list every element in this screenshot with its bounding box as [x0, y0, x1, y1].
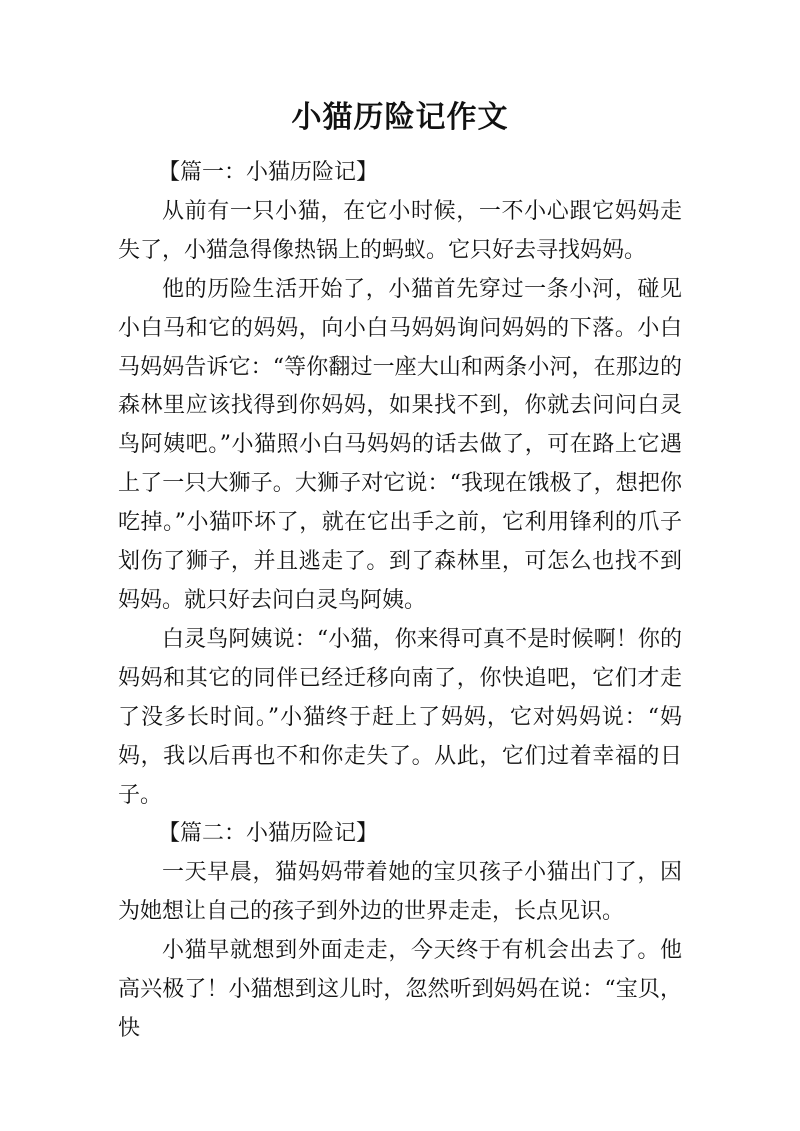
section-heading-2: 【篇二：小猫历险记】: [158, 821, 379, 847]
section-heading-1: 【篇一：小猫历险记】: [158, 160, 379, 185]
paragraph: 一天早晨，猫妈妈带着她的宝贝孩子小猫出门了，因为她想让自己的孩子到外边的世界走走，长点见识。: [118, 860, 682, 925]
paragraph: 从前有一只小猫，在它小时候，一不小心跟它妈妈走失了，小猫急得像热锅上的蚂蚁。它只好去寻找妈妈。: [118, 198, 682, 263]
paragraph: 他的历险生活开始了，小猫首先穿过一条小河，碰见小白马和它的妈妈，向小白马妈妈询问妈妈的下落。小白马妈妈告诉它：“等你翻过一座大山和两条小河，在那边的森林里应该找得到你妈妈，如果找不到，你就去问问白灵鸟阿姨吧。”小猫照小白马妈妈的话去做了，可在路上它遇上了一只大狮子。大狮子对它说：“我现在饿极了，想把你吃掉。”小猫吓坏了，就在它出手之前，它利用锋利的爪子划伤了狮子，并且逃走了。到了森林里，可怎么也找不到妈妈。就只好去问白灵鸟阿姨。: [118, 276, 682, 613]
paragraph: 白灵鸟阿姨说：“小猫，你来得可真不是时候啊！你的妈妈和其它的同伴已经迁移向南了，你快追吧，它们才走了没多长时间。”小猫终于赶上了妈妈，它对妈妈说：“妈妈，我以后再也不和你走失了。从此，它们过着幸福的日子。: [118, 626, 682, 808]
document-body: [118, 154, 682, 1049]
paragraph: 小猫早就想到外面走走，今天终于有机会出去了。他高兴极了！小猫想到这儿时，忽然听到妈妈在说：“宝贝，快: [118, 938, 682, 1041]
page-title: 小猫历险记作文: [291, 100, 509, 135]
